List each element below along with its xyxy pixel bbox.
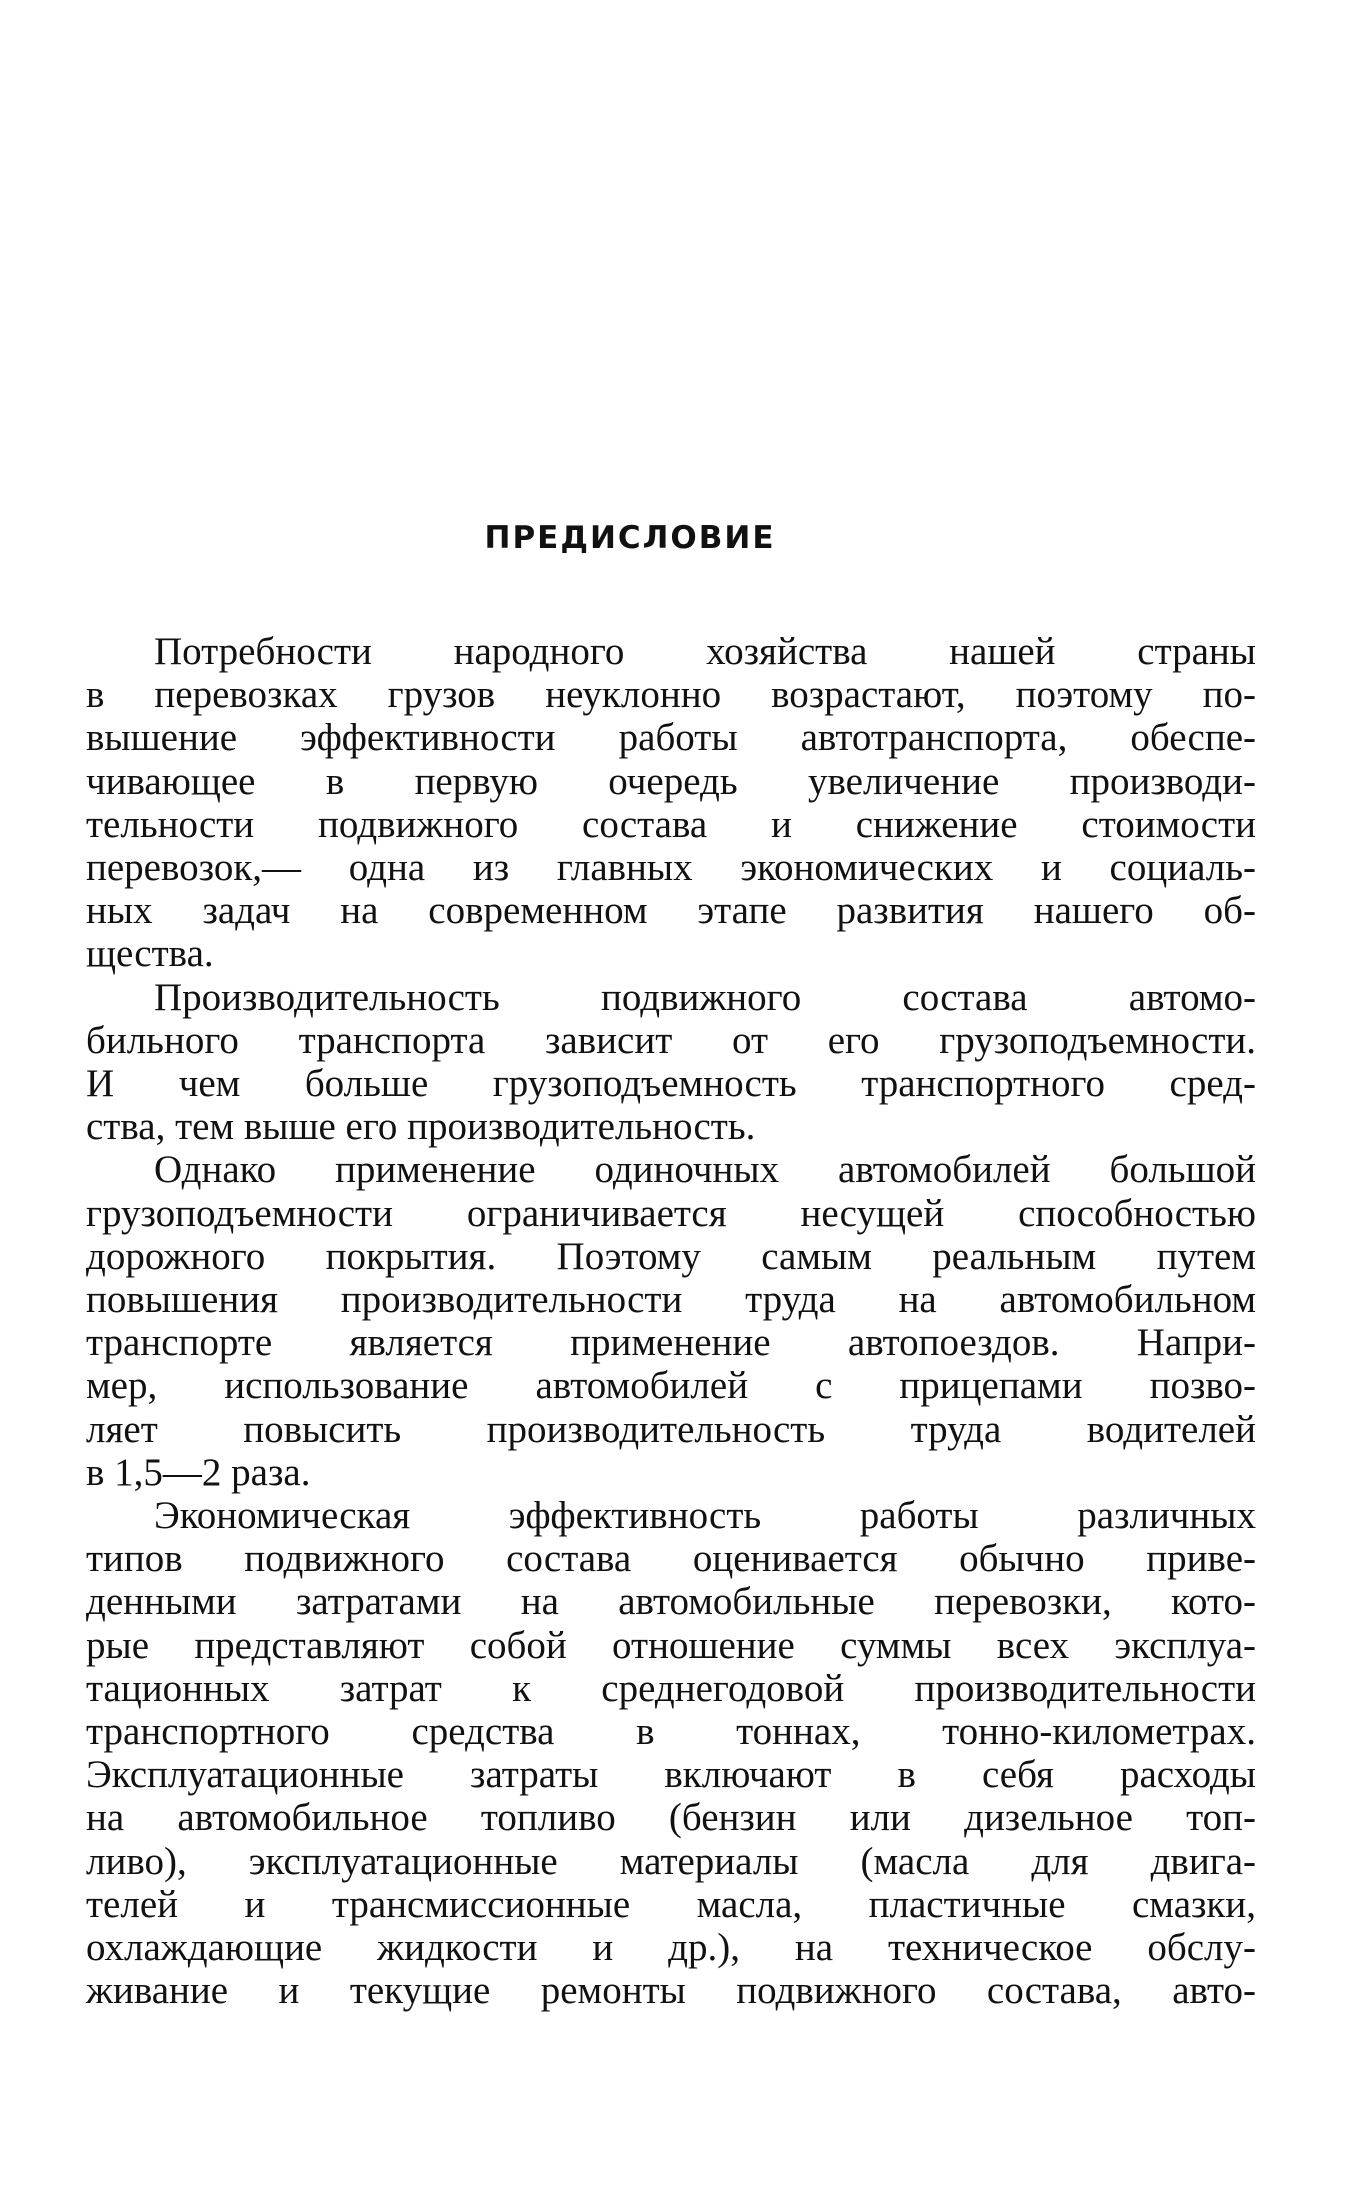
page-title: ПРЕДИСЛОВИЕ — [484, 520, 776, 556]
text-line: телей и трансмиссионные масла, пластичные смазки, — [86, 1882, 1256, 1926]
text-line: дорожного покрытия. Поэтому самым реальным путем — [86, 1234, 1256, 1278]
text-line: в перевозках грузов неуклонно возрастают, поэтому по- — [86, 673, 1256, 717]
text-line: охлаждающие жидкости и др.), на техническое обслу- — [86, 1926, 1256, 1970]
text-line: Экономическая эффективность работы различных — [154, 1494, 1256, 1538]
text-line: мер, использование автомобилей с прицепами позво- — [86, 1364, 1256, 1408]
text-line: денными затратами на автомобильные перевозки, кото- — [86, 1580, 1256, 1624]
text-line: Потребности народного хозяйства нашей страны — [154, 630, 1256, 673]
text-line: на автомобильное топливо (бензин или дизельное топ- — [86, 1796, 1256, 1840]
text-line: рые представляют собой отношение суммы всех эксплуа- — [86, 1623, 1256, 1667]
text-line: вышение эффективности работы автотранспорта, обеспе- — [86, 716, 1256, 760]
text-line: тационных затрат к среднегодовой производительности — [86, 1666, 1256, 1710]
body-text — [86, 630, 1256, 2013]
text-line: транспортного средства в тоннах, тонно-километрах. — [86, 1710, 1256, 1754]
text-line: бильного транспорта зависит от его грузоподъемности. — [86, 1018, 1256, 1062]
text-line: грузоподъемности ограничивается несущей способностью — [86, 1191, 1256, 1235]
text-line: тельности подвижного состава и снижение стоимости — [86, 802, 1256, 846]
text-line: щества. — [86, 932, 214, 976]
text-line: ства, тем выше его производительность. — [86, 1105, 756, 1149]
text-line: чивающее в первую очередь увеличение производи- — [86, 759, 1256, 803]
text-line: ляет повысить производительность труда водителей — [86, 1407, 1256, 1451]
text-line: Эксплуатационные затраты включают в себя расходы — [86, 1753, 1256, 1797]
text-line: типов подвижного состава оценивается обычно приве- — [86, 1537, 1256, 1581]
text-line: ливо), эксплуатационные материалы (масла для двига- — [86, 1839, 1256, 1883]
text-line: Производительность подвижного состава автомо- — [154, 975, 1256, 1019]
text-line: перевозок,— одна из главных экономических и социаль- — [86, 846, 1256, 890]
text-line: И чем больше грузоподъемность транспортного сред- — [86, 1062, 1256, 1106]
text-line: повышения производительности труда на автомобильном — [86, 1278, 1256, 1322]
text-line: ных задач на современном этапе развития нашего об- — [86, 889, 1256, 933]
text-line: в 1,5—2 раза. — [86, 1450, 311, 1494]
text-line: транспорте является применение автопоездов. Напри- — [86, 1321, 1256, 1365]
text-line: живание и текущие ремонты подвижного состава, авто- — [86, 1969, 1256, 2013]
text-line: Однако применение одиночных автомобилей большой — [154, 1148, 1256, 1192]
